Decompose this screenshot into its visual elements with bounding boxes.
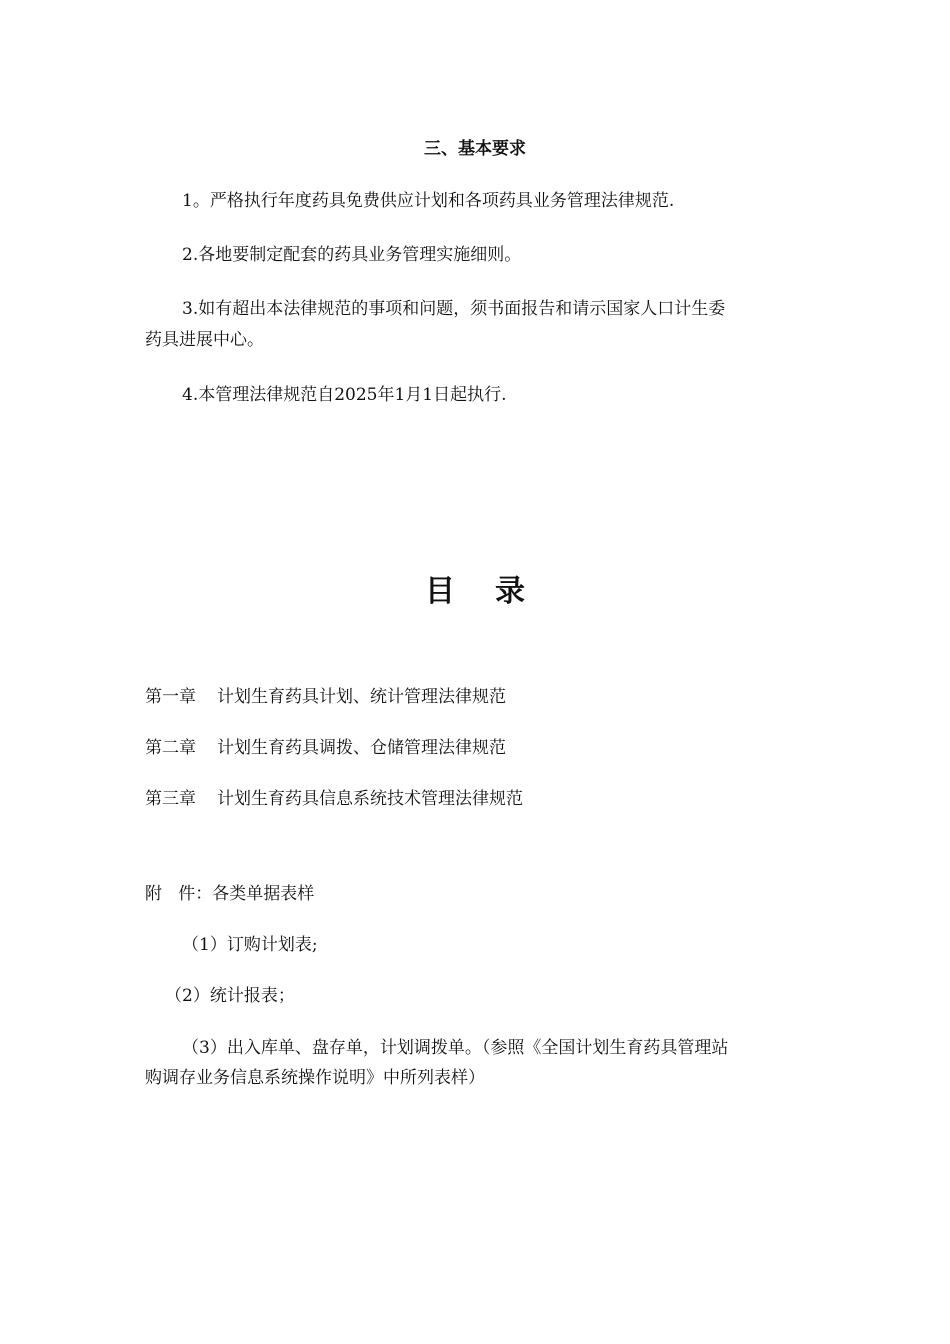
toc-chapter-1-number: 第一章: [145, 687, 196, 707]
requirement-item-2: 2.各地要制定配套的药具业务管理实施细则。: [182, 245, 522, 265]
appendix-item-3: （3）出入库单、盘存单，计划调拨单。（参照《全国计划生育药具管理站: [182, 1038, 729, 1058]
appendix-item-2: （2）统计报表；: [165, 986, 295, 1006]
toc-chapter-2: [145, 735, 506, 761]
appendix-label: 附 件：各类单据表样: [145, 884, 315, 904]
toc-chapter-1-title: 计划生育药具计划、统计管理法律规范: [217, 687, 506, 707]
toc-chapter-2-number: 第二章: [145, 738, 196, 758]
toc-chapter-3-title: 计划生育药具信息系统技术管理法律规范: [217, 789, 523, 809]
appendix-item-3-continued: 购调存业务信息系统操作说明》中所列表样）: [145, 1068, 485, 1088]
requirement-item-4: 4.本管理法律规范自2025年1月1日起执行.: [182, 385, 507, 405]
requirement-item-3-continued: 药具进展中心。: [145, 330, 264, 350]
toc-chapter-2-title: 计划生育药具调拨、仓储管理法律规范: [217, 738, 506, 758]
requirement-item-3: 3.如有超出本法律规范的事项和问题，须书面报告和请示国家人口计生委: [182, 299, 726, 319]
section-heading: 三、基本要求: [424, 139, 526, 159]
appendix-item-1: （1）订购计划表;: [182, 935, 318, 955]
toc-chapter-3: [145, 786, 523, 812]
toc-chapter-1: [145, 684, 506, 710]
requirement-item-1: 1。严格执行年度药具免费供应计划和各项药具业务管理法律规范.: [182, 191, 675, 211]
toc-heading: 目录: [425, 574, 565, 609]
toc-chapter-3-number: 第三章: [145, 789, 196, 809]
